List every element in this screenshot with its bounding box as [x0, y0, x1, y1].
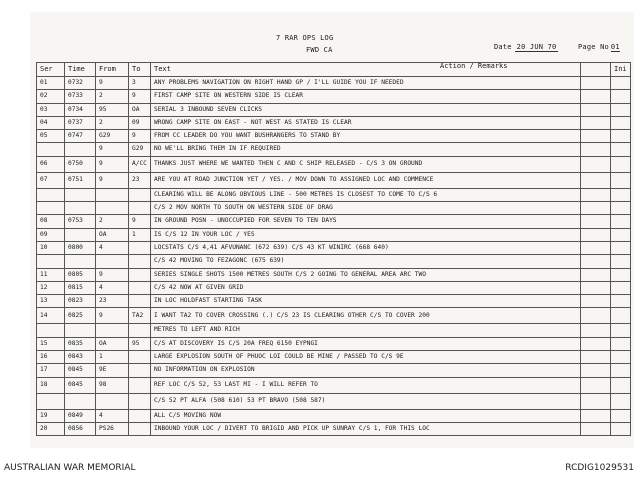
footer-record-id: RCDIG1029531: [565, 463, 634, 473]
cell-text: C/S 2 MOV NORTH TO SOUTH ON WESTERN SIDE OF DRAG: [151, 202, 581, 215]
cell-time: 0733: [65, 90, 96, 103]
cell-text: IN GROUND POSN - UNOCCUPIED FOR SEVEN TO TEN DAYS: [151, 215, 581, 228]
cell-from: [96, 324, 129, 337]
cell-from: 4: [96, 281, 129, 294]
cell-from: 2: [96, 90, 129, 103]
cell-to: [129, 393, 151, 409]
cell-ini: [611, 77, 631, 90]
cell-to: 9: [129, 215, 151, 228]
cell-text: C/S 42 MOVING TO FEZAGONC (675 639): [151, 255, 581, 268]
cell-time: 0849: [65, 409, 96, 422]
col-header-ini: Ini: [611, 63, 631, 77]
col-header-from: From: [96, 63, 129, 77]
table-row: [37, 156, 631, 172]
log-title: 7 RAR OPS LOG: [276, 34, 334, 42]
cell-from: 4: [96, 409, 129, 422]
cell-action: [581, 281, 611, 294]
cell-text: IN LOC HOLDFAST STARTING TASK: [151, 295, 581, 308]
cell-ser: 06: [37, 156, 65, 172]
table-row: [37, 77, 631, 90]
cell-ini: [611, 156, 631, 172]
cell-ser: 16: [37, 351, 65, 364]
cell-ser: [37, 324, 65, 337]
table-row: [37, 308, 631, 324]
cell-from: 9: [96, 77, 129, 90]
cell-ser: 11: [37, 268, 65, 281]
cell-from: 98: [96, 377, 129, 393]
cell-to: 3: [129, 77, 151, 90]
table-row: [37, 90, 631, 103]
cell-ini: [611, 202, 631, 215]
cell-time: 0845: [65, 377, 96, 393]
cell-ser: 13: [37, 295, 65, 308]
cell-ini: [611, 143, 631, 156]
cell-action: [581, 308, 611, 324]
cell-ser: 20: [37, 422, 65, 435]
cell-from: OA: [96, 228, 129, 241]
cell-to: [129, 202, 151, 215]
cell-to: [129, 281, 151, 294]
cell-text: NO WE'LL BRING THEM IN IF REQUIRED: [151, 143, 581, 156]
cell-from: 9E: [96, 364, 129, 377]
cell-action: [581, 90, 611, 103]
cell-ser: 02: [37, 90, 65, 103]
col-header-text: Text: [151, 63, 581, 77]
cell-to: 9: [129, 130, 151, 143]
cell-action: [581, 364, 611, 377]
cell-time: [65, 228, 96, 241]
cell-time: 0734: [65, 103, 96, 116]
table-row: [37, 281, 631, 294]
footer-credit: AUSTRALIAN WAR MEMORIAL: [4, 463, 136, 473]
cell-to: 09: [129, 116, 151, 129]
page-label: Page No: [578, 43, 609, 51]
cell-time: [65, 255, 96, 268]
cell-action: [581, 393, 611, 409]
cell-time: 0750: [65, 156, 96, 172]
cell-from: 9: [96, 172, 129, 188]
cell-action: [581, 130, 611, 143]
cell-from: PS26: [96, 422, 129, 435]
cell-ini: [611, 324, 631, 337]
cell-time: 0737: [65, 116, 96, 129]
cell-text: LOCSTATS C/S 4,41 AFVUNANC (672 639) C/S 43 KT WINIRC (668 640): [151, 241, 581, 254]
col-header-action-remarks: Action / Remarks: [440, 62, 508, 70]
cell-to: [129, 409, 151, 422]
cell-text: METRES TO LEFT AND RICH: [151, 324, 581, 337]
cell-action: [581, 143, 611, 156]
cell-from: 9: [96, 268, 129, 281]
cell-to: [129, 351, 151, 364]
cell-action: [581, 409, 611, 422]
cell-to: 1: [129, 228, 151, 241]
cell-ini: [611, 103, 631, 116]
cell-ser: 07: [37, 172, 65, 188]
cell-action: [581, 228, 611, 241]
cell-from: 9: [96, 308, 129, 324]
cell-text: ALL C/S MOVING NOW: [151, 409, 581, 422]
cell-text: FROM CC LEADER DO YOU WANT BUSHRANGERS TO STAND BY: [151, 130, 581, 143]
cell-ini: [611, 281, 631, 294]
cell-to: 9: [129, 90, 151, 103]
date-field: [494, 43, 558, 52]
cell-text: FIRST CAMP SITE ON WESTERN SIDE IS CLEAR: [151, 90, 581, 103]
cell-text: C/S 42 NOW AT GIVEN GRID: [151, 281, 581, 294]
table-row: [37, 364, 631, 377]
cell-text: SERIAL 3 INBOUND SEVEN CLICKS: [151, 103, 581, 116]
cell-time: 0845: [65, 364, 96, 377]
table-row: [37, 351, 631, 364]
date-value: 20 JUN 70: [516, 43, 557, 51]
ops-log-table: [36, 62, 631, 436]
table-row: [37, 130, 631, 143]
cell-ser: 10: [37, 241, 65, 254]
cell-time: [65, 188, 96, 201]
cell-text: I WANT TA2 TO COVER CROSSING (.) C/S 23 IS CLEARING OTHER C/S TO COVER 200: [151, 308, 581, 324]
cell-ser: 15: [37, 337, 65, 350]
cell-text: REF LOC C/S 52, 53 LAST MI - I WILL REFER TO: [151, 377, 581, 393]
cell-ser: 05: [37, 130, 65, 143]
table-row: [37, 268, 631, 281]
cell-text: INBOUND YOUR LOC / DIVERT TO BRIGID AND PICK UP SUNRAY C/S 1, FOR THIS LOC: [151, 422, 581, 435]
table-row: [37, 377, 631, 393]
cell-ser: [37, 188, 65, 201]
cell-ini: [611, 255, 631, 268]
cell-ini: [611, 393, 631, 409]
cell-time: [65, 324, 96, 337]
cell-from: 2: [96, 116, 129, 129]
cell-action: [581, 116, 611, 129]
cell-ini: [611, 351, 631, 364]
cell-action: [581, 351, 611, 364]
cell-time: [65, 202, 96, 215]
table-row: [37, 215, 631, 228]
cell-ini: [611, 172, 631, 188]
cell-ser: 08: [37, 215, 65, 228]
cell-action: [581, 241, 611, 254]
cell-text: C/S 52 PT ALFA (508 610) 53 PT BRAVO (508 587): [151, 393, 581, 409]
cell-action: [581, 268, 611, 281]
table-header-row: [37, 63, 631, 77]
cell-time: 0805: [65, 268, 96, 281]
col-header-to: To: [129, 63, 151, 77]
cell-ini: [611, 90, 631, 103]
cell-text: CLEARING WILL BE ALONG OBVIOUS LINE - 500 METRES IS CLOSEST TO COME TO C/S 6: [151, 188, 581, 201]
cell-ser: [37, 143, 65, 156]
cell-text: THANKS JUST WHERE WE WANTED THEN C AND C SHIP RELEASED - C/S 3 ON GROUND: [151, 156, 581, 172]
cell-action: [581, 422, 611, 435]
cell-from: 2: [96, 215, 129, 228]
cell-from: 23: [96, 295, 129, 308]
cell-to: A/CC: [129, 156, 151, 172]
cell-ini: [611, 241, 631, 254]
cell-action: [581, 377, 611, 393]
cell-time: 0823: [65, 295, 96, 308]
cell-ini: [611, 422, 631, 435]
cell-action: [581, 103, 611, 116]
cell-ser: [37, 393, 65, 409]
cell-to: [129, 241, 151, 254]
cell-to: [129, 268, 151, 281]
cell-to: [129, 188, 151, 201]
cell-ini: [611, 337, 631, 350]
cell-ser: 03: [37, 103, 65, 116]
cell-action: [581, 324, 611, 337]
cell-ini: [611, 409, 631, 422]
cell-ser: [37, 255, 65, 268]
cell-ini: [611, 364, 631, 377]
col-header-action: [581, 63, 611, 77]
cell-action: [581, 172, 611, 188]
cell-time: 0825: [65, 308, 96, 324]
cell-to: [129, 377, 151, 393]
cell-time: 0835: [65, 337, 96, 350]
table-row: [37, 228, 631, 241]
cell-from: G29: [96, 130, 129, 143]
cell-action: [581, 255, 611, 268]
table-row: [37, 422, 631, 435]
cell-ini: [611, 215, 631, 228]
cell-ser: 18: [37, 377, 65, 393]
cell-ser: 09: [37, 228, 65, 241]
log-subtitle: FWD CA: [306, 46, 333, 54]
table-row: [37, 241, 631, 254]
cell-to: 23: [129, 172, 151, 188]
cell-to: [129, 295, 151, 308]
cell-time: 0751: [65, 172, 96, 188]
cell-ser: 01: [37, 77, 65, 90]
cell-from: [96, 393, 129, 409]
page-value: 01: [610, 43, 620, 51]
cell-ini: [611, 377, 631, 393]
cell-to: G29: [129, 143, 151, 156]
cell-ini: [611, 308, 631, 324]
cell-to: TA2: [129, 308, 151, 324]
cell-text: LARGE EXPLOSION SOUTH OF PHUOC LOI COULD BE MINE / PASSED TO C/S 9E: [151, 351, 581, 364]
cell-ini: [611, 188, 631, 201]
cell-text: ANY PROBLEMS NAVIGATION ON RIGHT HAND GP / I'LL GUIDE YOU IF NEEDED: [151, 77, 581, 90]
cell-time: 0732: [65, 77, 96, 90]
table-row: [37, 295, 631, 308]
cell-from: [96, 188, 129, 201]
table-row: [37, 143, 631, 156]
cell-ini: [611, 130, 631, 143]
cell-action: [581, 156, 611, 172]
table-row: [37, 188, 631, 201]
cell-to: [129, 422, 151, 435]
cell-ser: 14: [37, 308, 65, 324]
cell-from: [96, 202, 129, 215]
cell-text: SERIES SINGLE SHOTS 1500 METRES SOUTH C/S 2 GOING TO GENERAL AREA ARC TWO: [151, 268, 581, 281]
cell-time: [65, 143, 96, 156]
cell-text: IS C/S 12 IN YOUR LOC / YES: [151, 228, 581, 241]
cell-action: [581, 77, 611, 90]
cell-time: 0856: [65, 422, 96, 435]
cell-from: 95: [96, 103, 129, 116]
cell-to: [129, 364, 151, 377]
table-row: [37, 172, 631, 188]
cell-from: [96, 255, 129, 268]
cell-from: 4: [96, 241, 129, 254]
cell-ini: [611, 295, 631, 308]
cell-to: [129, 255, 151, 268]
table-row: [37, 393, 631, 409]
cell-ini: [611, 268, 631, 281]
cell-ser: 04: [37, 116, 65, 129]
cell-text: C/S AT DISCOVERY IS C/S 20A FREQ 6150 EYPNGI: [151, 337, 581, 350]
cell-text: WRONG CAMP SITE ON EAST - NOT WEST AS STATED IS CLEAR: [151, 116, 581, 129]
date-label: Date: [494, 43, 512, 51]
cell-action: [581, 202, 611, 215]
cell-time: 0843: [65, 351, 96, 364]
col-header-ser: Ser: [37, 63, 65, 77]
cell-ser: [37, 202, 65, 215]
cell-ser: 12: [37, 281, 65, 294]
cell-time: 0747: [65, 130, 96, 143]
page-number-field: [578, 43, 620, 52]
cell-time: 0753: [65, 215, 96, 228]
cell-action: [581, 215, 611, 228]
cell-ser: 17: [37, 364, 65, 377]
cell-text: NO INFORMATION ON EXPLOSION: [151, 364, 581, 377]
cell-ini: [611, 116, 631, 129]
cell-to: 95: [129, 337, 151, 350]
cell-from: 9: [96, 143, 129, 156]
cell-from: 9: [96, 156, 129, 172]
col-header-time: Time: [65, 63, 96, 77]
cell-text: ARE YOU AT ROAD JUNCTION YET / YES. / MOV DOWN TO ASSIGNED LOC AND COMMENCE: [151, 172, 581, 188]
cell-ini: [611, 228, 631, 241]
cell-to: [129, 324, 151, 337]
log-body: [37, 77, 631, 436]
cell-to: OA: [129, 103, 151, 116]
cell-from: 1: [96, 351, 129, 364]
table-row: [37, 409, 631, 422]
cell-from: OA: [96, 337, 129, 350]
cell-time: 0800: [65, 241, 96, 254]
table-row: [37, 255, 631, 268]
cell-action: [581, 188, 611, 201]
cell-time: [65, 393, 96, 409]
table-row: [37, 337, 631, 350]
table-row: [37, 324, 631, 337]
table-row: [37, 103, 631, 116]
cell-ser: 19: [37, 409, 65, 422]
cell-action: [581, 337, 611, 350]
cell-time: 0815: [65, 281, 96, 294]
cell-action: [581, 295, 611, 308]
table-row: [37, 202, 631, 215]
table-row: [37, 116, 631, 129]
